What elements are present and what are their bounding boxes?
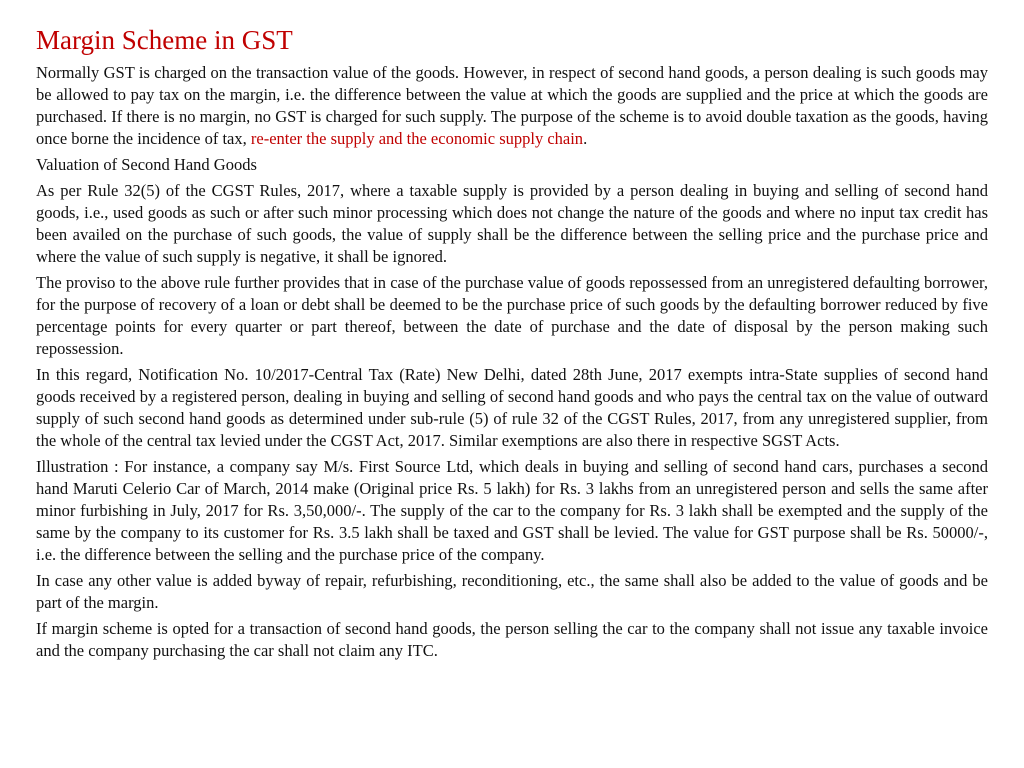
notification-paragraph: In this regard, Notification No. 10/2017-Central Tax (Rate) New Delhi, dated 28th June, 2017 exempts intra-State supplies of second hand goods received by a registered person, dealing in buying and selling of second hand goods and who pays the central tax on the value of outward supply of such second hand goods as determined under sub-rule (5) of rule 32 of the CGST Rules, 2017, from any unregistered supplier, from the whole of the central tax levied under the CGST Act, 2017. Similar exemptions are also there in respective SGST Acts. <box>36 365 988 450</box>
page-title: Margin Scheme in GST <box>36 25 293 55</box>
intro-end: . <box>583 129 588 148</box>
rule-paragraph: As per Rule 32(5) of the CGST Rules, 2017, where a taxable supply is provided by a person dealing in buying and selling of second hand goods, i.e., used goods as such or after such minor processing which does not change the nature of the goods and where no input tax credit has been availed on the purchase of such goods, the value of supply shall be the difference between the selling price and the purchase price and where the value of such supply is negative, it shall be ignored. <box>36 181 988 266</box>
invoice-paragraph: If margin scheme is opted for a transaction of second hand goods, the person selling the car to the company shall not issue any taxable invoice and the company purchasing the car shall not claim any ITC. <box>36 619 988 660</box>
proviso-paragraph: The proviso to the above rule further provides that in case of the purchase value of goods repossessed from an unregistered defaulting borrower, for the purpose of recovery of a loan or debt shall be deemed to be the purchase price of such goods by the defaulting borrower reduced by five percentage points for every quarter or part thereof, between the date of purchase and the date of disposal by the person making such repossession. <box>36 273 988 358</box>
illustration-paragraph: Illustration : For instance, a company say M/s. First Source Ltd, which deals in buying and selling of second hand cars, purchases a second hand Maruti Celerio Car of March, 2014 make (Original price Rs. 5 lakh) for Rs. 3 lakhs from an unregistered person and sells the same after minor furbishing in July, 2017 for Rs. 3,50,000/-. The supply of the car to the company for Rs. 3 lakh shall be exempted and the supply of the same by the company to its customer for Rs. 3.5 lakh shall be taxed and GST shall be levied. The value for GST purpose shall be Rs. 50000/-, i.e. the difference between the selling and the purchase price of the company. <box>36 457 988 564</box>
intro-highlight: re-enter the supply and the economic supply chain <box>250 129 584 148</box>
value-added-paragraph: In case any other value is added byway of repair, refurbishing, reconditioning, etc., the same shall also be added to the value of goods and be part of the margin. <box>36 571 988 612</box>
intro-text: Normally GST is charged on the transaction value of the goods. However, in respect of second hand goods, a person dealing is such goods may be allowed to pay tax on the margin, i.e. the difference between the value at which the goods are supplied and the price at which the goods are purchased. If there is no margin, no GST is charged for such supply. The purpose of the scheme is to avoid double taxation as the goods, having once borne the incidence of tax, <box>36 63 988 148</box>
section-heading: Valuation of Second Hand Goods <box>36 155 257 174</box>
intro-paragraph <box>36 62 988 150</box>
